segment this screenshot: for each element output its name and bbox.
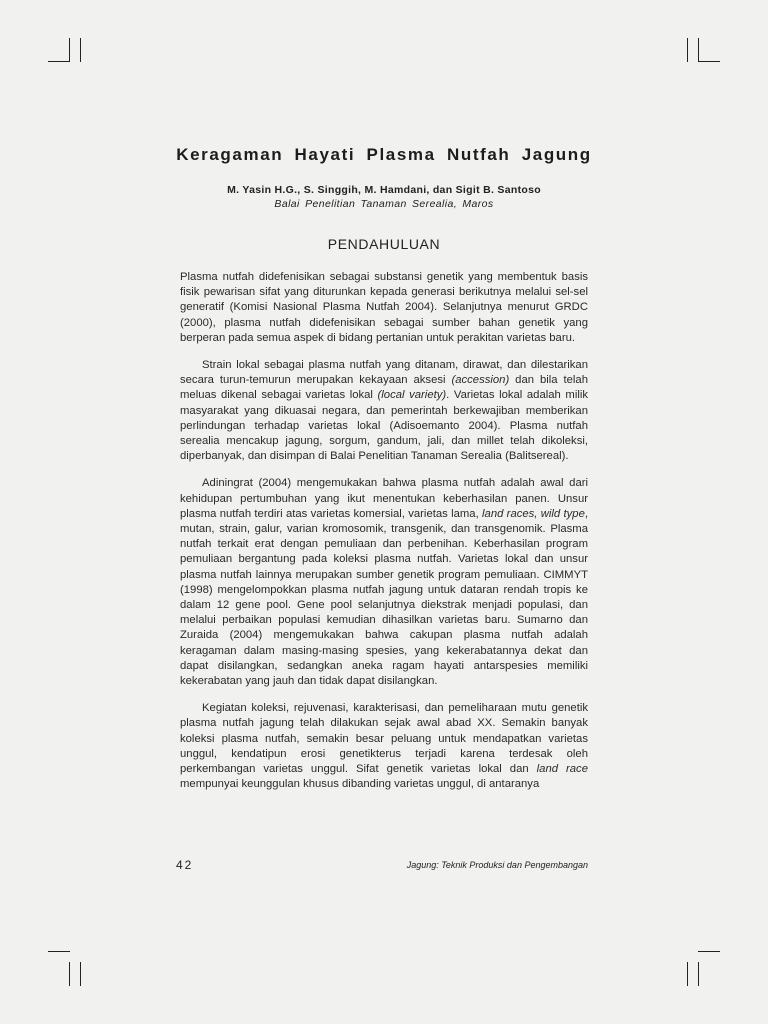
paragraph-text: Adiningrat (2004) mengemukakan bahwa plasma nutfah adalah awal dari kehidupan pertumbuhan yang ikut menentukan keberhasilan panen. Unsur plasma nutfah terdiri atas varietas komersial, varietas lama, bbox=[180, 477, 588, 520]
paragraph-text: mempunyai keunggulan khusus dibanding varietas unggul, di antaranya bbox=[180, 778, 540, 791]
section-heading: PENDAHULUAN bbox=[327, 236, 441, 252]
italic-term: (local variety) bbox=[377, 389, 447, 402]
page-number: 42 bbox=[176, 858, 194, 872]
body-paragraph bbox=[180, 358, 588, 464]
author-list: M. Yasin H.G., S. Singgih, M. Hamdani, dan Sigit B. Santoso bbox=[227, 184, 541, 196]
paragraph-text: Kegiatan koleksi, rejuvenasi, karakterisasi, dan pemeliharaan mutu genetik plasma nutfah jagung telah dilakukan sejak awal abad XX. Semakin banyak koleksi plasma nutfah, semakin besar peluang untuk mendapatkan varietas unggul, kendatipun erosi genetikterus terjadi karena terdesak oleh perkembangan varietas unggul. Sifat genetik varietas lokal dan bbox=[180, 702, 588, 776]
paragraph-text: Plasma nutfah didefenisikan sebagai substansi genetik yang membentuk basis fisik pewarisan sifat yang diturunkan kepada generasi berikutnya melalui sel-sel generatif (Komisi Nasional Plasma Nutfah 2004). Selanjutnya menurut GRDC (2000), plasma nutfah didefenisikan sebagai sumber bahan genetik yang berperan pada semua aspek di bidang pertanian untuk perakitan varietas baru. bbox=[180, 271, 588, 344]
paragraph-text: . Varietas lokal adalah milik masyarakat yang dikuasai negara, dan pemerintah berkewajiban memberikan perlindungan terhadap varietas lokal (Adisoemanto 2004). Plasma nutfah serealia mencakup jagung, sorgum, gandum, jali, dan millet telah dikoleksi, diperbanyak, dan disimpan di Balai Penelitian Tanaman Serealia (Balitsereal). bbox=[180, 389, 588, 463]
paragraph-text: Strain lokal sebagai plasma nutfah yang ditanam, dirawat, dan dilestarikan secara turun-temurun merupakan kekayaan aksesi bbox=[180, 359, 588, 387]
italic-term: land race bbox=[536, 763, 588, 776]
author-affiliation: Balai Penelitian Tanaman Serealia, Maros bbox=[274, 198, 494, 210]
running-footer-book-title: Jagung: Teknik Produksi dan Pengembangan bbox=[406, 860, 588, 870]
body-paragraph bbox=[180, 701, 588, 792]
italic-term: (accession) bbox=[451, 374, 510, 387]
body-paragraph bbox=[180, 476, 588, 689]
paragraph-text: dan bila telah meluas dikenal sebagai varietas lokal bbox=[180, 374, 588, 402]
section-body bbox=[180, 270, 588, 805]
paragraph-text: , mutan, strain, galur, varian kromosomik, transgenik, dan transgenomik. Plasma nutfah terkait erat dengan pemuliaan dan perbenihan. Keberhasilan program pemuliaan bergantung pada koleksi plasma nutfah. Varietas lokal dan unsur plasma nutfah lainnya merupakan sumber genetik program pemuliaan. CIMMYT (1998) mengelompokkan plasma nutfah jagung untuk dataran rendah tropis ke dalam 12 gene pool. Gene pool selanjutnya diekstrak menjadi populasi, dan melalui perbaikan populasi kemudian dihasilkan varietas baru. Sumarno dan Zuraida (2004) mengemukakan bahwa cakupan plasma nutfah adalah keragaman dalam masing-masing spesies, yang kekerabatannya dekat dan dapat disilangkan, sedangkan aneka ragam hayati antarspesies memiliki kekerabatan yang jauh dan tidak dapat disilangkan. bbox=[180, 507, 588, 688]
article-title: Keragaman Hayati Plasma Nutfah Jagung bbox=[176, 145, 592, 164]
italic-term: land races, wild type bbox=[482, 507, 585, 520]
body-paragraph bbox=[180, 270, 588, 346]
